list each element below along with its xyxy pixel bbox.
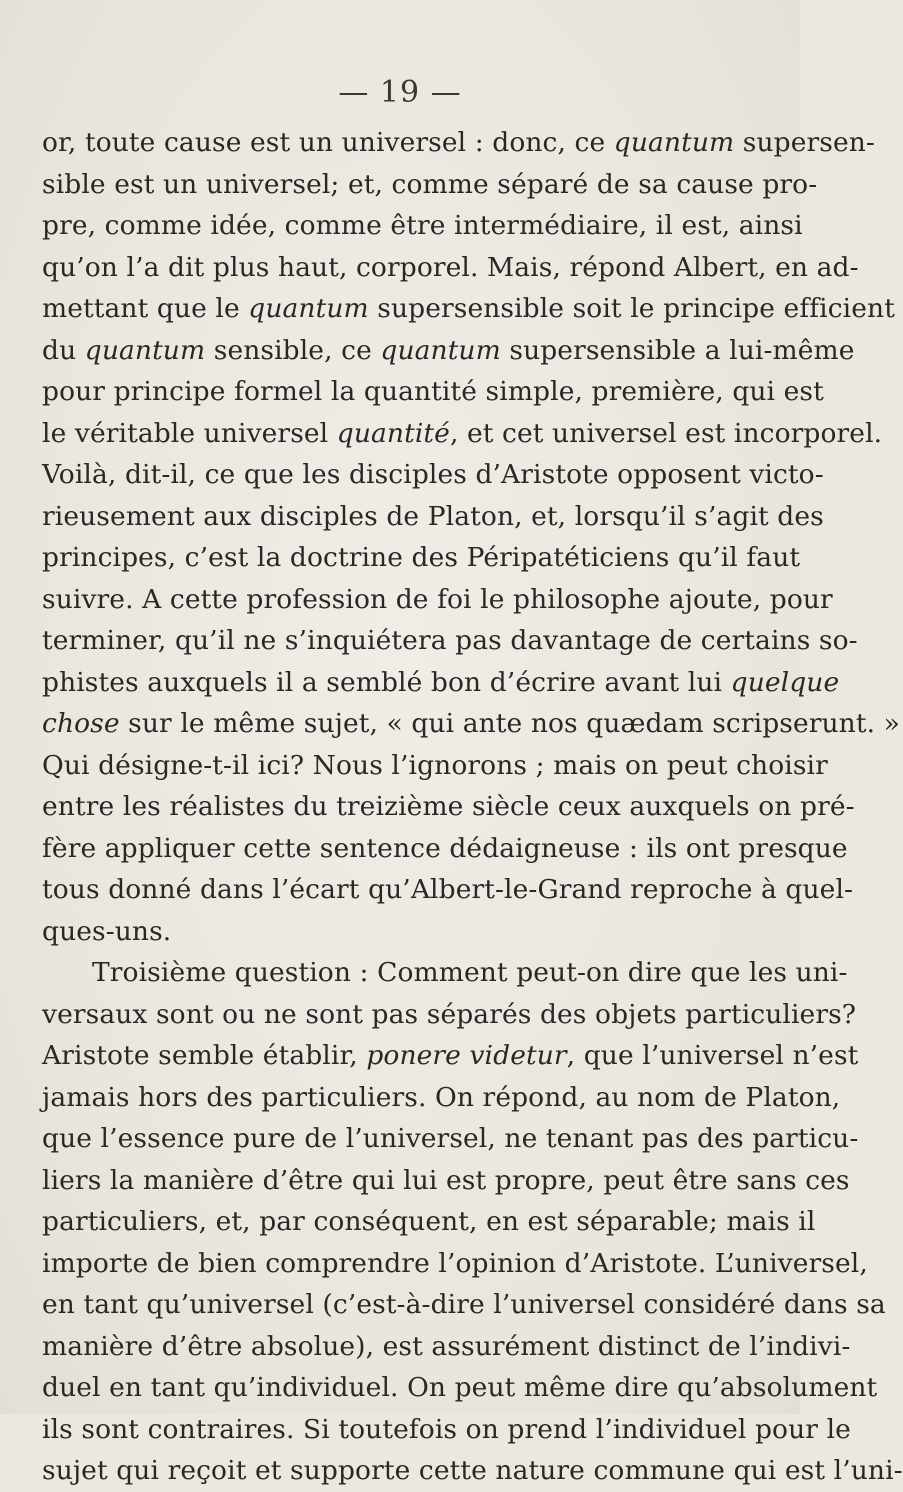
body-text [42,122,903,1492]
italic-term: quantum [84,334,206,366]
text-line [42,454,824,496]
text-run: ils sont contraires. Si toutefois on prend l’individuel pour le [42,1413,851,1445]
text-line [42,537,801,579]
text-run: pour principe formel la quantité simple, première, qui est [42,376,824,407]
text-line [42,911,772,953]
text-line [42,1035,859,1077]
text-run: importe de bien comprendre l’opinion d’Aristote. L’universel, [42,1247,868,1279]
text-run: phistes auxquels il a semblé bon d’écrire avant lui [42,666,731,698]
text-run: particuliers, et, par conséquent, en est séparable; mais il [42,1206,816,1237]
text-line [42,1077,841,1119]
text-run: , que l’universel n’est [566,1040,859,1071]
paragraph [42,122,900,952]
text-run: mettant que le [42,293,249,324]
page-number: — 19 — [338,75,462,110]
text-run: sensible, ce [205,334,381,366]
text-line [42,1243,868,1285]
text-run: supersen- [734,127,875,158]
text-run: entre les réalistes du treizième siècle ceux auxquels on pré- [42,791,855,822]
italic-term: quantum [613,127,735,158]
text-line [42,496,824,538]
text-line [42,1160,850,1202]
text-line [42,994,857,1036]
text-run: principes, c’est la doctrine des Péripatéticiens qu’il faut [42,542,801,573]
text-line [42,1201,816,1243]
text-line [42,288,895,330]
text-line [42,828,848,870]
text-line [42,330,855,372]
text-run: liers la manière d’être qui lui est propre, peut être sans ces [42,1164,850,1196]
text-run: que l’essence pure de l’universel, ne tenant pas des particu- [42,1123,859,1154]
text-line [42,1367,878,1409]
paragraph [42,952,903,1492]
italic-term: quantité [336,417,450,449]
italic-term: ponere videtur [366,1040,567,1071]
text-run: ques-uns. [42,915,172,947]
text-run: or, toute cause est un universel : donc, ce [42,127,614,158]
text-line [42,662,840,704]
text-line [42,703,900,745]
text-run: en tant qu’universel (c’est-à-dire l’universel considéré dans sa [42,1289,886,1320]
text-line [42,745,828,787]
text-line [42,413,883,455]
text-run: pre, comme idée, comme être intermédiaire, il est, ainsi [42,210,803,241]
text-run: sur le même sujet, « qui ante nos quædam scripserunt. » [119,708,900,739]
text-run: sible est un universel; et, comme séparé de sa cause pro- [42,168,818,200]
text-run: qu’on l’a dit plus haut, corporel. Mais, répond Albert, en ad- [42,251,859,283]
text-run: fère appliquer cette sentence dédaigneuse : ils ont presque [42,832,848,864]
text-run: duel en tant qu’individuel. On peut même dire qu’absolument [42,1372,878,1403]
text-line [42,620,858,662]
text-line [42,205,803,247]
text-run: , et cet universel est incorporel. [449,417,883,449]
text-line [42,1118,859,1160]
text-run: Voilà, dit-il, ce que les disciples d’Aristote opposent victo- [42,459,824,490]
text-line [42,869,854,911]
text-run: suivre. A cette profession de foi le philosophe ajoute, pour [42,583,833,615]
text-run: manière d’être absolue), est assurément distinct de l’indivi- [42,1330,851,1362]
text-line [42,952,848,994]
text-line [42,371,824,413]
text-run: Qui désigne-t-il ici? Nous l’ignorons ; mais on peut choisir [42,749,828,781]
italic-term: quantum [380,334,501,366]
text-line [42,1409,851,1451]
text-run: supersensible soit le principe efficient [368,293,895,324]
text-line [42,164,818,206]
italic-term: quelque [730,666,840,698]
text-line [42,122,875,164]
text-run: sujet qui reçoit et supporte cette nature commune qui est l’uni- [42,1455,903,1486]
text-run: Troisième question : Comment peut-on dire que les uni- [92,957,848,988]
text-line [42,1326,851,1368]
text-line [42,786,855,828]
text-line [42,579,833,621]
text-run: le véritable universel [42,417,337,449]
text-run: du [42,334,85,366]
text-run: versaux sont ou ne sont pas séparés des objets particuliers? [42,998,857,1030]
text-line [42,247,859,289]
text-run: Aristote semble établir, [42,1040,367,1071]
text-line [42,1450,903,1492]
text-run: rieusement aux disciples de Platon, et, lorsqu’il s’agit des [42,500,824,532]
text-run: supersensible a lui-même [500,334,855,366]
italic-term: chose [42,708,120,739]
italic-term: quantum [248,293,369,324]
text-run: tous donné dans l’écart qu’Albert-le-Grand reproche à quel- [42,874,854,905]
text-line [42,1284,886,1326]
text-run: terminer, qu’il ne s’inquiétera pas davantage de certains so- [42,625,858,656]
text-run: jamais hors des particuliers. On répond, au nom de Platon, [42,1081,841,1113]
